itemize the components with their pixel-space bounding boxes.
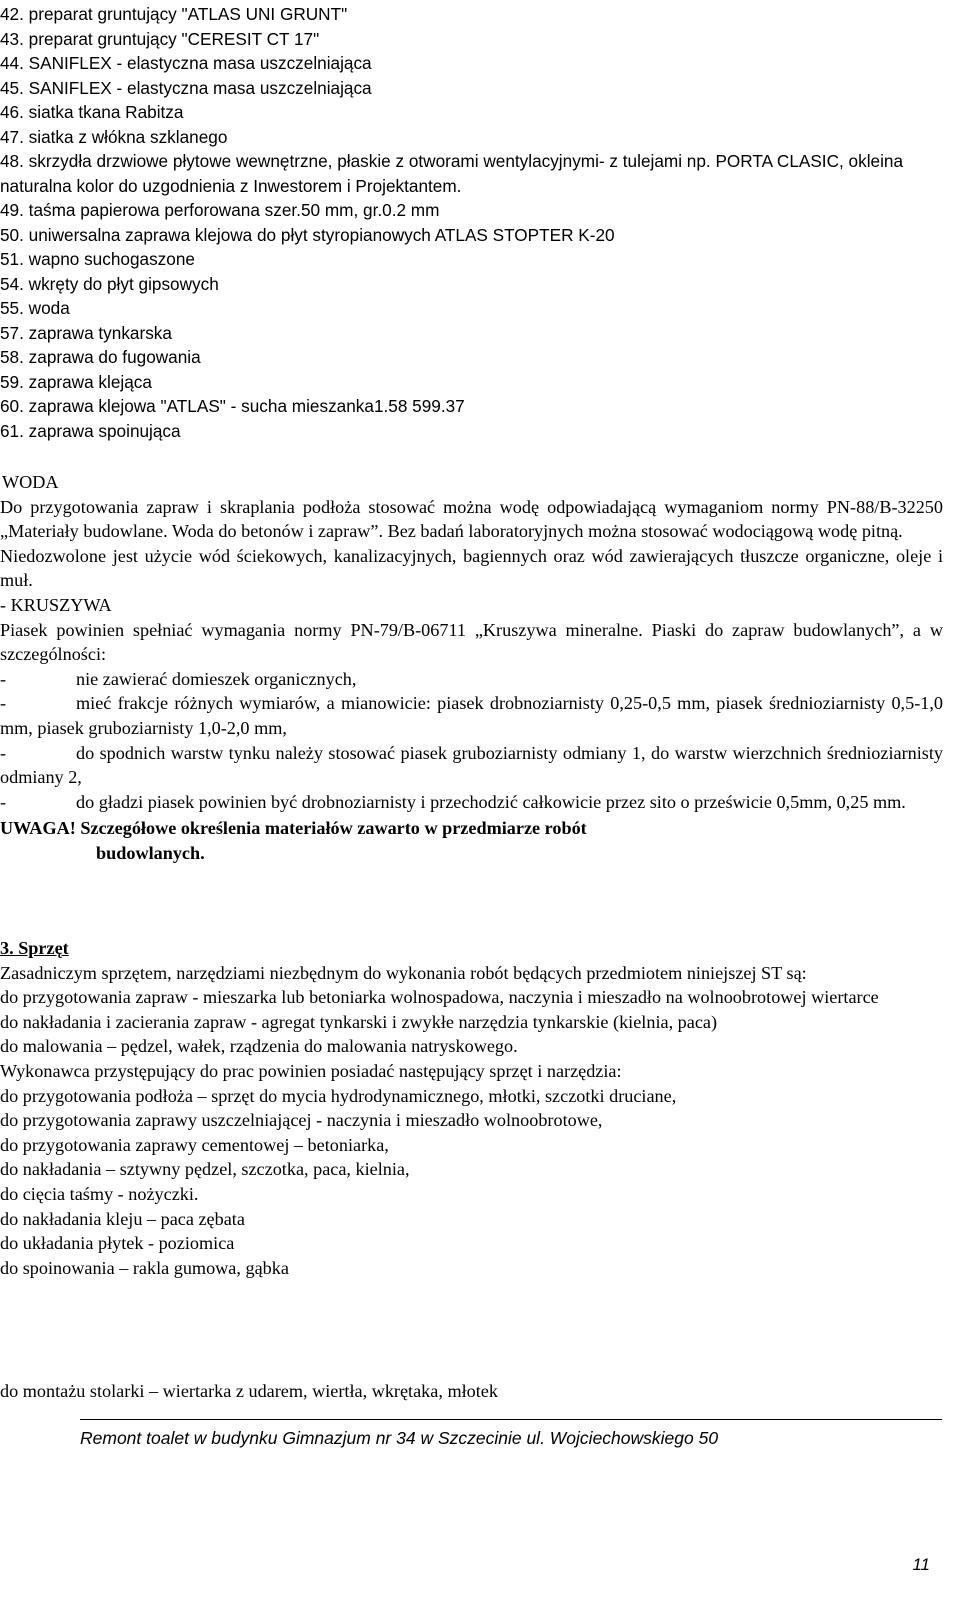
dash-bullet: - xyxy=(0,693,7,714)
list-item: 59. zaprawa klejąca xyxy=(0,371,152,392)
equipment-line: Wykonawca przystępujący do prac powinien posiadać następujący sprzęt i narzędzia: xyxy=(0,1060,622,1081)
list-item: 51. wapno suchogaszone xyxy=(0,249,195,269)
list-item: 50. uniwersalna zaprawa klejowa do płyt styropianowych ATLAS STOPTER K-20 xyxy=(0,224,615,245)
list-item: 44. SANIFLEX - elastyczna masa uszczelniająca xyxy=(0,53,372,73)
list-item: 58. zaprawa do fugowania xyxy=(0,347,201,367)
kruszywa-requirement xyxy=(0,691,943,740)
list-item: 60. zaprawa klejowa "ATLAS" - sucha mieszanka1.58 599.37 xyxy=(0,396,465,416)
woda-heading: WODA xyxy=(2,472,59,492)
uwaga-text-continuation: budowlanych. xyxy=(96,842,205,863)
materials-list xyxy=(0,2,950,443)
kruszywa-paragraph: Piasek powinien spełniać wymagania normy PN-79/B-06711 „Kruszywa mineralne. Piaski do zapraw budowlanych”, a w szczególności: xyxy=(0,619,943,665)
woda-paragraph-2: Niedozwolone jest użycie wód ściekowych, kanalizacyjnych, bagiennych oraz wód zawierających tłuszcze organiczne, oleje i muł. xyxy=(0,545,943,591)
uwaga-note xyxy=(0,816,943,865)
list-item: 49. taśma papierowa perforowana szer.50 mm, gr.0.2 mm xyxy=(0,200,440,220)
list-item: 45. SANIFLEX - elastyczna masa uszczelniająca xyxy=(0,77,372,98)
uwaga-label: UWAGA! xyxy=(0,818,76,839)
equipment-intro: Zasadniczym sprzętem, narzędziami niezbędnym do wykonania robót będących przedmiotem niniejszej ST są: xyxy=(0,962,807,983)
dash-bullet: - xyxy=(0,742,7,763)
equipment-line: do cięcia taśmy - nożyczki. xyxy=(0,1183,199,1204)
equipment-line: do nakładania kleju – paca zębata xyxy=(0,1208,245,1229)
equipment-line: do nakładania – sztywny pędzel, szczotka, paca, kielnia, xyxy=(0,1159,410,1180)
equipment-line: do przygotowania podłoża – sprzęt do mycia hydrodynamicznego, młotki, szczotki druciane, xyxy=(0,1085,677,1106)
equipment-section xyxy=(0,936,943,1280)
equipment-line-last: do montażu stolarki – wiertarka z udarem, wiertła, wkrętaka, młotek xyxy=(0,1381,498,1401)
uwaga-text: Szczegółowe określenia materiałów zawarto w przedmiarze robót xyxy=(80,818,587,839)
list-item: 47. siatka z włókna szklanego xyxy=(0,126,228,147)
requirement-text: mieć frakcje różnych wymiarów, a mianowicie: piasek drobnoziarnisty 0,25-0,5 mm, piasek średnioziarnisty 0,5-1,0 mm, piasek gruboziarnisty 1,0-2,0 mm, xyxy=(0,693,943,738)
list-item: 48. skrzydła drzwiowe płytowe wewnętrzne, płaskie z otworami wentylacyjnymi- z tulejami np. PORTA CLASIC, okleina naturalna kolor do uzgodnienia z Inwestorem i Projektantem. xyxy=(0,151,904,196)
requirement-text: do gładzi piasek powinien być drobnoziarnisty i przechodzić całkowicie przez sito o prześwicie 0,5mm, 0,25 mm. xyxy=(76,791,906,812)
equipment-line: do spoinowania – rakla gumowa, gąbka xyxy=(0,1257,289,1278)
list-item: 55. woda xyxy=(0,298,70,318)
equipment-line: do układania płytek - poziomica xyxy=(0,1233,235,1254)
kruszywa-requirement xyxy=(0,790,943,815)
list-item: 42. preparat gruntujący "ATLAS UNI GRUNT" xyxy=(0,4,348,24)
page-number: 11 xyxy=(912,1555,930,1574)
equipment-line: do przygotowania zaprawy uszczelniającej - naczynia i mieszadło wolnoobrotowe, xyxy=(0,1110,603,1131)
list-item: 46. siatka tkana Rabitza xyxy=(0,102,184,122)
dash-bullet: - xyxy=(0,791,7,812)
equipment-line: do malowania – pędzel, wałek, rządzenia do malowania natryskowego. xyxy=(0,1036,518,1057)
equipment-line: do przygotowania zapraw - mieszarka lub betoniarka wolnospadowa, naczynia i mieszadło na wolnoobrotowej wiertarce xyxy=(0,987,879,1008)
list-item: 43. preparat gruntujący "CERESIT CT 17" xyxy=(0,28,320,49)
footer-divider xyxy=(80,1419,942,1420)
requirement-text: do spodnich warstw tynku należy stosować piasek gruboziarnisty odmiany 1, do warstw wierzchnich średnioziarnisty odmiany 2, xyxy=(0,742,943,788)
equipment-line: do przygotowania zaprawy cementowej – betoniarka, xyxy=(0,1134,389,1155)
materials-description xyxy=(0,470,943,866)
kruszywa-requirement xyxy=(0,667,943,692)
list-item: 54. wkręty do płyt gipsowych xyxy=(0,273,219,294)
kruszywa-heading: - KRUSZYWA xyxy=(0,594,112,615)
kruszywa-requirement xyxy=(0,741,943,790)
woda-paragraph-1: Do przygotowania zapraw i skraplania podłoża stosować można wodę odpowiadającą wymaganiom normy PN-88/B-32250 „Materiały budowlane. Woda do betonów i zapraw”. Bez badań laboratoryjnych można stosować wodociągową wodę pitną. xyxy=(0,496,943,542)
requirement-text: nie zawierać domieszek organicznych, xyxy=(76,668,357,689)
list-item: 61. zaprawa spoinująca xyxy=(0,420,181,441)
equipment-line: do nakładania i zacierania zapraw - agregat tynkarski i zwykłe narzędzia tynkarskie (kielnia, paca) xyxy=(0,1011,718,1032)
section-heading: 3. Sprzęt xyxy=(0,938,69,958)
list-item: 57. zaprawa tynkarska xyxy=(0,322,172,343)
dash-bullet: - xyxy=(0,668,7,689)
page-footer: Remont toalet w budynku Gimnazjum nr 34 w Szczecinie ul. Wojciechowskiego 50 xyxy=(80,1428,719,1448)
